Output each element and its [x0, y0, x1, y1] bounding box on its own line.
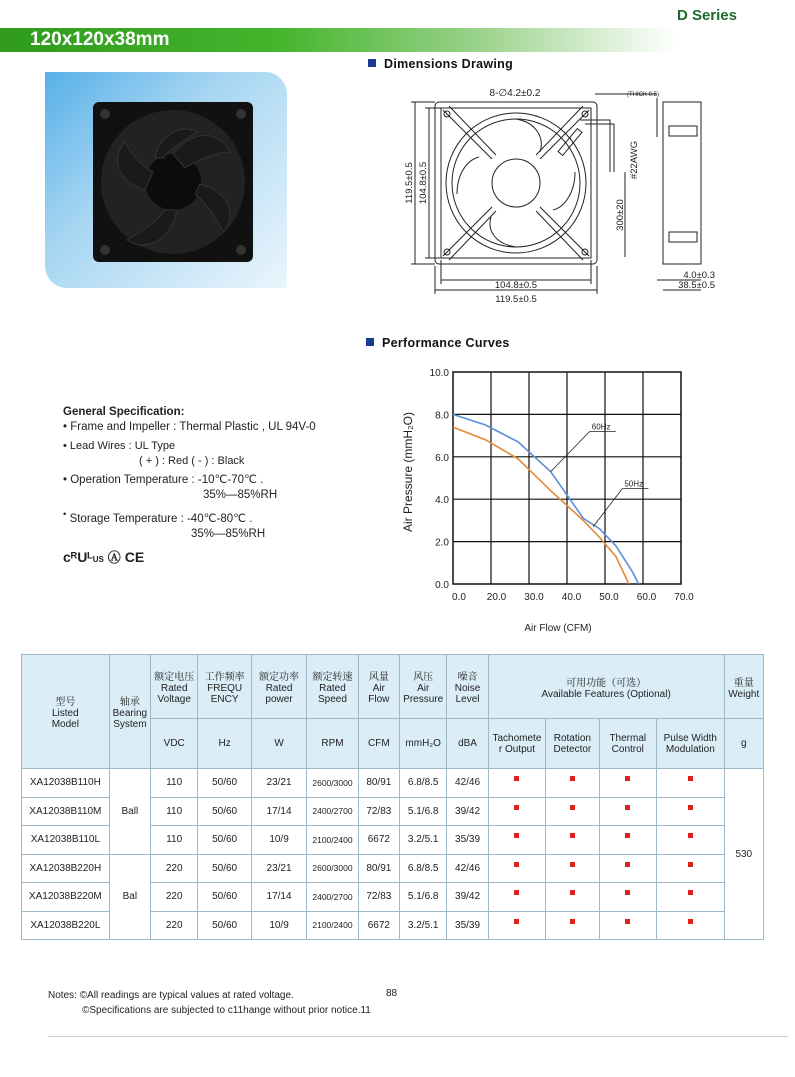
- cell-speed: 2600/3000: [307, 769, 358, 798]
- feature-dot-icon: [570, 862, 575, 867]
- triangle-mark-icon: Ⓐ: [107, 549, 121, 565]
- spec-operation-rh: 35%—85%RH: [203, 489, 278, 501]
- feature-dot-icon: [514, 862, 519, 867]
- feature-dot-icon: [514, 890, 519, 895]
- feature-dot-icon: [625, 919, 630, 924]
- cell-voltage: 110: [151, 769, 198, 798]
- feature-cell: [488, 854, 545, 883]
- feature-cell: [599, 854, 656, 883]
- feature-dot-icon: [625, 805, 630, 810]
- x-tick-label: 30.0: [524, 592, 544, 603]
- cell-pressure: 6.8/8.5: [400, 769, 447, 798]
- feature-dot-icon: [514, 776, 519, 781]
- cell-speed: 2600/3000: [307, 854, 358, 883]
- note-1-text: ©All readings are typical values at rated voltage.: [79, 990, 294, 1001]
- cell-model: XA12038B110H: [22, 769, 110, 798]
- certification-logos: [63, 550, 316, 567]
- cell-voltage: 220: [151, 854, 198, 883]
- annotation-label: 60Hz: [591, 422, 611, 432]
- side-thickness-label: 4.0±0.3: [683, 270, 715, 281]
- cell-pressure: 3.2/5.1: [400, 826, 447, 855]
- cell-frequency: 50/60: [198, 854, 251, 883]
- cell-voltage: 220: [151, 911, 198, 940]
- feature-cell: [546, 826, 599, 855]
- cell-pressure: 6.8/8.5: [400, 854, 447, 883]
- col-features: 可用功能（可选） Available Features (Optional): [488, 655, 724, 719]
- awg-label: #22AWG: [629, 140, 640, 180]
- cell-voltage: 110: [151, 797, 198, 826]
- cell-frequency: 50/60: [198, 797, 251, 826]
- cell-airflow: 72/83: [358, 883, 399, 912]
- page-number: 88: [386, 988, 398, 999]
- spec-frame: • Frame and Impeller : Thermal Plastic , UL 94V-0: [63, 421, 316, 433]
- feature-dot-icon: [688, 862, 693, 867]
- feature-dot-icon: [688, 833, 693, 838]
- annotation-arrow: [551, 431, 590, 471]
- series-line-1: [453, 427, 629, 584]
- unit-noise: dBA: [447, 719, 488, 769]
- cell-bearing: Bal: [109, 854, 150, 940]
- cell-voltage: 110: [151, 826, 198, 855]
- cell-noise: 35/39: [447, 826, 488, 855]
- cell-frequency: 50/60: [198, 883, 251, 912]
- cell-pressure: 5.1/6.8: [400, 797, 447, 826]
- spec-frame-text: Frame and Impeller : Thermal Plastic , UL 94V-0: [70, 421, 316, 433]
- cell-speed: 2100/2400: [307, 826, 358, 855]
- cell-airflow: 80/91: [358, 769, 399, 798]
- feature-dot-icon: [570, 833, 575, 838]
- ce-mark-icon: CE: [124, 548, 145, 565]
- cell-noise: 42/46: [447, 854, 488, 883]
- cell-weight: 530: [724, 769, 763, 940]
- cell-airflow: 6672: [358, 826, 399, 855]
- dim-outer-horizontal: 119.5±0.5: [495, 294, 537, 305]
- feature-cell: [546, 854, 599, 883]
- cell-airflow: 6672: [358, 911, 399, 940]
- cell-noise: 39/42: [447, 797, 488, 826]
- cell-frequency: 50/60: [198, 769, 251, 798]
- feature-thermal: Thermal Control: [599, 719, 656, 769]
- table-body: [22, 769, 764, 940]
- cell-pressure: 5.1/6.8: [400, 883, 447, 912]
- feature-tachometer: Tachomete r Output: [488, 719, 545, 769]
- cell-model: XA12038B220M: [22, 883, 110, 912]
- col-frequency: 工作频率 FREQU ENCY: [198, 655, 251, 719]
- feature-cell: [657, 826, 725, 855]
- feature-rotation: Rotation Detector: [546, 719, 599, 769]
- general-specification: [63, 405, 316, 567]
- feature-cell: [546, 769, 599, 798]
- unit-weight: g: [724, 719, 763, 769]
- spec-st-text: Storage Temperature : -40℃-80℃ .: [69, 512, 253, 525]
- annotation-arrow: [593, 489, 622, 527]
- note-2: ©Specifications are subjected to c11hange without prior notice.11: [82, 1005, 371, 1016]
- feature-dot-icon: [514, 833, 519, 838]
- col-weight: 重量 Weight: [724, 655, 763, 719]
- notes-label: Notes:: [48, 990, 77, 1001]
- cell-bearing: Ball: [109, 769, 150, 855]
- feature-dot-icon: [570, 890, 575, 895]
- cell-pressure: 3.2/5.1: [400, 911, 447, 940]
- unit-speed: RPM: [307, 719, 358, 769]
- bullet-icon: [368, 59, 376, 67]
- feature-cell: [488, 769, 545, 798]
- feature-dot-icon: [625, 776, 630, 781]
- holes-label: 8-∅4.2±0.2: [489, 88, 541, 99]
- cell-noise: 35/39: [447, 911, 488, 940]
- dim-inner-horizontal: 104.8±0.5: [494, 280, 538, 291]
- x-axis-label: Air Flow (CFM): [524, 623, 592, 634]
- annotation-label: 50Hz: [624, 479, 644, 489]
- notes: [48, 988, 371, 1018]
- series-label: D Series: [676, 7, 737, 24]
- spec-storage: • Storage Temperature : -40℃-80℃ .: [63, 509, 253, 525]
- cell-speed: 2400/2700: [307, 797, 358, 826]
- feature-dot-icon: [570, 776, 575, 781]
- wire-length-label: 300±20: [615, 199, 626, 231]
- col-voltage: 额定电压 Rated Voltage: [151, 655, 198, 719]
- feature-dot-icon: [688, 776, 693, 781]
- y-axis-label: Air Pressure (mmH₂O): [401, 412, 415, 532]
- dimensions-section-title: [368, 57, 513, 71]
- x-tick-label: 50.0: [599, 592, 619, 603]
- feature-cell: [546, 797, 599, 826]
- cul-us-icon: cᴿUᴸUS: [63, 548, 104, 565]
- thick-label: (THICK 0.5): [627, 92, 660, 98]
- col-pressure: 风压 Air Pressure: [400, 655, 447, 719]
- x-tick-label: 20.0: [486, 592, 507, 603]
- table-row: [22, 769, 764, 798]
- chart-grid: [453, 372, 681, 584]
- col-bearing: 轴承 Bearing System: [109, 655, 150, 769]
- cell-power: 17/14: [251, 883, 306, 912]
- y-tick-label: 2.0: [435, 537, 449, 549]
- cell-model: XA12038B220H: [22, 854, 110, 883]
- cell-noise: 42/46: [447, 769, 488, 798]
- feature-cell: [546, 883, 599, 912]
- feature-cell: [488, 883, 545, 912]
- y-tick-label: 0.0: [435, 580, 449, 591]
- note-1: [48, 988, 371, 1003]
- col-noise: 噪音 Noise Level: [447, 655, 488, 719]
- x-tick-label: 40.0: [561, 592, 582, 603]
- cell-model: XA12038B220L: [22, 911, 110, 940]
- cell-noise: 39/42: [447, 883, 488, 912]
- feature-dot-icon: [688, 890, 693, 895]
- dim-inner-vertical: 104.8±0.5: [418, 161, 429, 205]
- cell-power: 10/9: [251, 826, 306, 855]
- feature-dot-icon: [625, 862, 630, 867]
- feature-dot-icon: [514, 919, 519, 924]
- product-size-title: 120x120x38mm: [30, 29, 170, 50]
- feature-dot-icon: [688, 805, 693, 810]
- feature-cell: [657, 854, 725, 883]
- fan-image: [45, 72, 287, 288]
- feature-cell: [599, 769, 656, 798]
- product-photo: [45, 72, 287, 288]
- feature-cell: [657, 797, 725, 826]
- cell-frequency: 50/60: [198, 911, 251, 940]
- bullet-icon: [366, 338, 374, 346]
- feature-cell: [488, 911, 545, 940]
- cell-power: 10/9: [251, 911, 306, 940]
- cell-voltage: 220: [151, 883, 198, 912]
- x-tick-label: 60.0: [636, 592, 657, 603]
- feature-dot-icon: [625, 833, 630, 838]
- table-row: [22, 854, 764, 883]
- feature-cell: [546, 911, 599, 940]
- feature-dot-icon: [688, 919, 693, 924]
- feature-dot-icon: [514, 805, 519, 810]
- performance-chart: [395, 360, 715, 640]
- cell-power: 23/21: [251, 854, 306, 883]
- x-tick-label: 70.0: [674, 592, 694, 603]
- unit-frequency: Hz: [198, 719, 251, 769]
- dim-outer-vertical: 119.5±0.5: [404, 162, 415, 204]
- spec-table: [21, 654, 764, 940]
- col-power: 额定功率 Rated power: [251, 655, 306, 719]
- spec-operation: • Operation Temperature : -10℃-70℃ .: [63, 474, 264, 486]
- unit-voltage: VDC: [151, 719, 198, 769]
- cell-power: 23/21: [251, 769, 306, 798]
- cell-frequency: 50/60: [198, 826, 251, 855]
- cell-speed: 2100/2400: [307, 911, 358, 940]
- x-tick-labels: [452, 592, 694, 603]
- performance-section-title: [366, 336, 510, 350]
- table-header-row: [22, 655, 764, 719]
- feature-cell: [657, 883, 725, 912]
- cell-airflow: 80/91: [358, 854, 399, 883]
- feature-dot-icon: [570, 919, 575, 924]
- feature-cell: [488, 826, 545, 855]
- y-tick-labels: [430, 368, 450, 591]
- footer-divider: [48, 1036, 788, 1037]
- cell-model: XA12038B110L: [22, 826, 110, 855]
- cell-airflow: 72/83: [358, 797, 399, 826]
- spec-lead-colors: ( + ) : Red ( - ) : Black: [139, 455, 245, 467]
- spec-lead-text: Lead Wires : UL Type: [69, 440, 176, 452]
- feature-cell: [488, 797, 545, 826]
- y-tick-label: 4.0: [435, 495, 449, 507]
- unit-power: W: [251, 719, 306, 769]
- y-tick-label: 6.0: [435, 452, 449, 464]
- unit-airflow: CFM: [358, 719, 399, 769]
- feature-cell: [599, 883, 656, 912]
- spec-storage-rh: 35%—85%RH: [191, 527, 266, 540]
- dimensions-drawing: [395, 82, 725, 307]
- feature-cell: [599, 826, 656, 855]
- y-tick-label: 8.0: [435, 410, 449, 422]
- feature-cell: [599, 797, 656, 826]
- feature-pwm: Pulse Width Modulation: [657, 719, 725, 769]
- spec-op-text: Operation Temperature : -10℃-70℃ .: [70, 474, 264, 486]
- cell-speed: 2400/2700: [307, 883, 358, 912]
- unit-pressure: mmH₂O: [400, 719, 447, 769]
- feature-dot-icon: [625, 890, 630, 895]
- col-speed: 额定转速 Rated Speed: [307, 655, 358, 719]
- feature-cell: [599, 911, 656, 940]
- feature-cell: [657, 911, 725, 940]
- dimensions-title-text: Dimensions Drawing: [384, 57, 514, 71]
- cell-model: XA12038B110M: [22, 797, 110, 826]
- y-tick-label: 10.0: [429, 368, 449, 379]
- feature-cell: [657, 769, 725, 798]
- col-model: 型号 Listed Model: [22, 655, 110, 769]
- spec-title: General Specification:: [63, 406, 185, 418]
- col-airflow: 风量 Air Flow: [358, 655, 399, 719]
- performance-title-text: Performance Curves: [382, 336, 510, 350]
- cell-power: 17/14: [251, 797, 306, 826]
- x-tick-label: 0.0: [452, 592, 466, 603]
- spec-lead: • Lead Wires : UL Type: [63, 440, 176, 452]
- feature-dot-icon: [570, 805, 575, 810]
- side-depth-label: 38.5±0.5: [678, 280, 715, 291]
